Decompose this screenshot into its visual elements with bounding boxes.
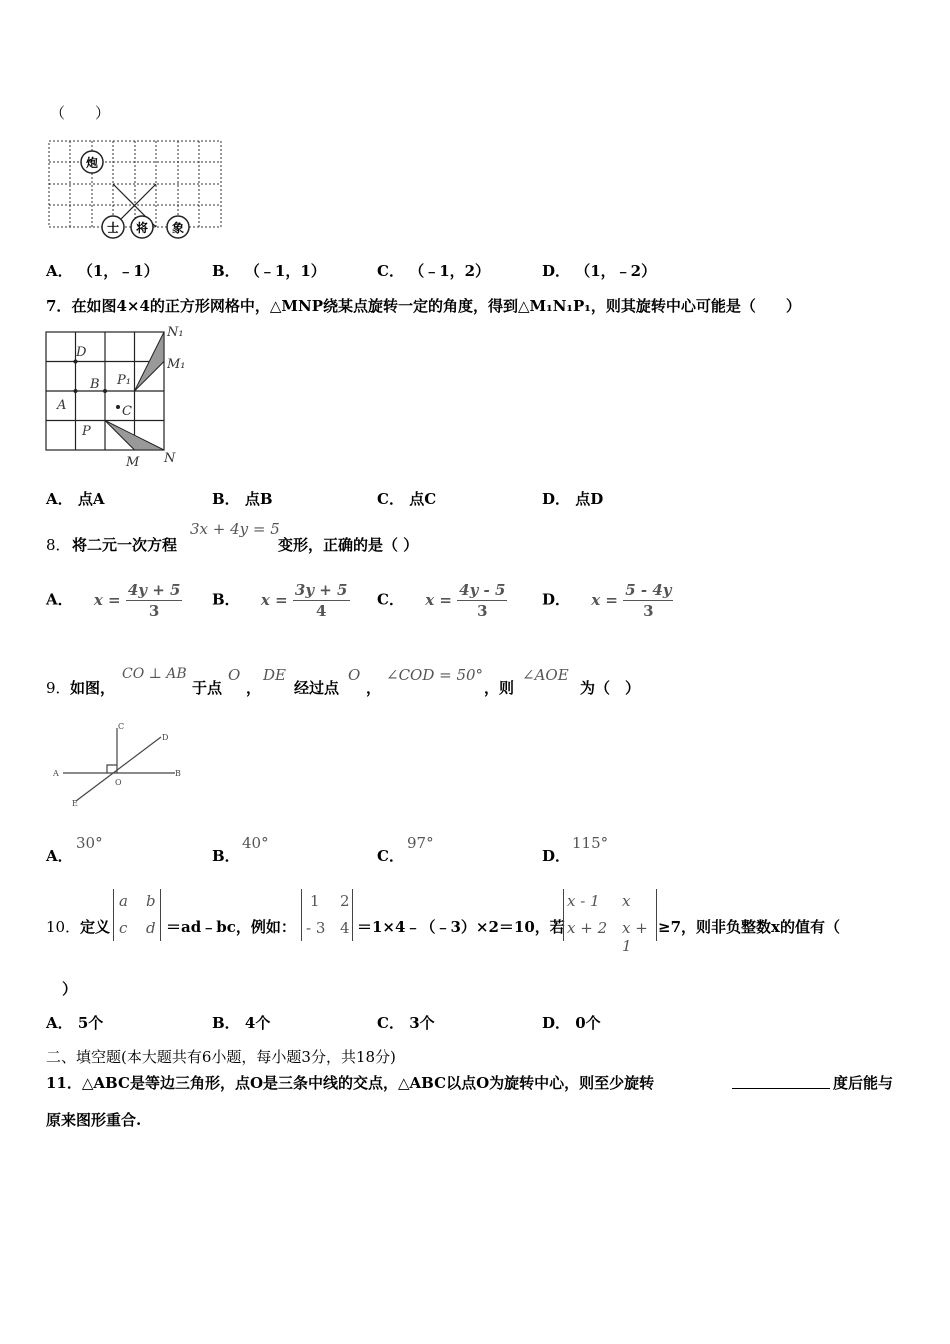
q8-number: 8． xyxy=(46,536,71,554)
determinant-abcd: a b c d xyxy=(113,889,161,941)
angle-figure xyxy=(45,718,195,813)
label-d-point: D xyxy=(162,733,169,742)
q6-stem-tail: （ ） xyxy=(50,104,111,122)
label-m1: M₁ xyxy=(167,357,186,372)
q9-text-2: 于点 xyxy=(192,679,223,697)
q7-stem: 7．在如图4×4的正方形网格中，△MNP绕某点旋转一定的角度，得到△M₁N₁P₁，则其旋转中心可能是（ ） xyxy=(46,297,801,315)
label-p: P xyxy=(82,424,91,439)
label-e-point: E xyxy=(72,799,78,808)
q8-option-c[interactable]: C． x = $\frac{4y - 5}{3}$ xyxy=(377,581,506,620)
q10-text-4: ≥7，则非负整数x的值有（ xyxy=(658,918,840,936)
q9-option-d-value: 115° xyxy=(572,834,609,852)
q8-option-b[interactable]: B． x = $\frac{3y + 5}{4}$ xyxy=(212,581,348,620)
section-2-title: 二、填空题(本大题共有6小题，每小题3分，共18分) xyxy=(46,1048,396,1066)
q11-answer-blank[interactable] xyxy=(732,1070,830,1089)
q9-math-4: O xyxy=(348,666,361,684)
q9-math-2: O xyxy=(228,666,241,684)
q9-text-5: ， xyxy=(366,679,382,697)
q10-text-5: ） xyxy=(62,980,78,998)
general-label: 将 xyxy=(135,221,149,235)
label-n1: N₁ xyxy=(167,325,184,340)
q8-stem-pre: 将二元一次方程 xyxy=(72,536,178,554)
q10-number: 10． xyxy=(46,918,81,936)
q10-option-c[interactable]: C． 3个 xyxy=(377,1014,435,1032)
q8-option-d[interactable]: D． x = $\frac{5 - 4y}{3}$ xyxy=(542,581,672,620)
q11-line-1: 11．△ABC是等边三角形，点O是三条中线的交点，△ABC以点O为旋转中心，则至少旋转 xyxy=(46,1074,655,1092)
q9-option-a[interactable]: A． xyxy=(46,847,73,865)
q8-equation: 3x + 4y = 5 xyxy=(190,520,280,538)
q9-option-c[interactable]: C． xyxy=(377,847,404,865)
q6-option-b[interactable]: B． （﹣1，1） xyxy=(212,262,326,280)
q9-math-6: ∠AOE xyxy=(522,666,569,684)
q6-option-c[interactable]: C． （﹣1，2） xyxy=(377,262,491,280)
q8-stem-post: 变形，正确的是（ ） xyxy=(278,536,419,554)
rotation-grid-figure xyxy=(40,322,200,470)
q9-text-6: ，则 xyxy=(484,679,515,697)
advisor-label: 士 xyxy=(106,221,120,235)
q7-option-c[interactable]: C． 点C xyxy=(377,490,437,508)
q6-option-a[interactable]: A． （1，﹣1） xyxy=(46,262,159,280)
label-b: B xyxy=(90,377,100,392)
q9-option-a-value: 30° xyxy=(76,834,103,852)
label-b-point: B xyxy=(175,769,181,778)
label-c-point: C xyxy=(118,722,125,731)
label-a-point: A xyxy=(53,769,59,778)
q11-line-1-tail: 度后能与 xyxy=(833,1074,894,1092)
label-n: N xyxy=(164,451,176,466)
label-a: A xyxy=(57,398,67,413)
chess-board-figure xyxy=(45,135,230,245)
q9-option-c-value: 97° xyxy=(407,834,434,852)
q9-math-3: DE xyxy=(263,666,286,684)
q10-text-1: 定义 xyxy=(80,918,111,936)
cannon-label: 炮 xyxy=(85,156,99,170)
q10-option-b[interactable]: B． 4个 xyxy=(212,1014,271,1032)
elephant-label: 象 xyxy=(171,221,185,235)
q10-text-3: ＝1×4﹣（﹣3）×2＝10，若 xyxy=(357,918,565,936)
q9-option-b[interactable]: B． xyxy=(212,847,240,865)
q9-math-5: ∠COD = 50° xyxy=(386,666,484,684)
q6-option-d[interactable]: D． （1，﹣2） xyxy=(542,262,657,280)
label-c: C xyxy=(122,404,132,419)
q9-text-1: 如图， xyxy=(70,679,116,697)
q9-text-7: 为（ ） xyxy=(580,679,641,697)
q9-text-3: ， xyxy=(246,679,262,697)
label-p1: P₁ xyxy=(117,373,131,388)
q10-option-a[interactable]: A． 5个 xyxy=(46,1014,104,1032)
q9-text-4: 经过点 xyxy=(294,679,340,697)
determinant-x: x - 1 x x + 2 x + 1 xyxy=(563,889,657,941)
q7-option-a[interactable]: A． 点A xyxy=(46,490,105,508)
q10-option-d[interactable]: D． 0个 xyxy=(542,1014,601,1032)
label-d: D xyxy=(76,345,87,360)
q10-text-2: ＝ad﹣bc，例如： xyxy=(166,918,296,936)
q7-option-d[interactable]: D． 点D xyxy=(542,490,604,508)
label-o-point: O xyxy=(115,778,122,787)
q7-option-b[interactable]: B． 点B xyxy=(212,490,273,508)
q8-option-a[interactable]: A． x = $\frac{4y + 5}{3}$ xyxy=(46,581,181,620)
q9-math-1: CO ⊥ AB xyxy=(122,666,187,682)
q9-number: 9． xyxy=(46,679,71,697)
label-m: M xyxy=(126,455,140,470)
determinant-example: 1 2 - 3 4 xyxy=(301,889,353,941)
q9-option-b-value: 40° xyxy=(242,834,269,852)
q9-option-d[interactable]: D． xyxy=(542,847,571,865)
q11-line-2: 原来图形重合. xyxy=(46,1111,142,1129)
